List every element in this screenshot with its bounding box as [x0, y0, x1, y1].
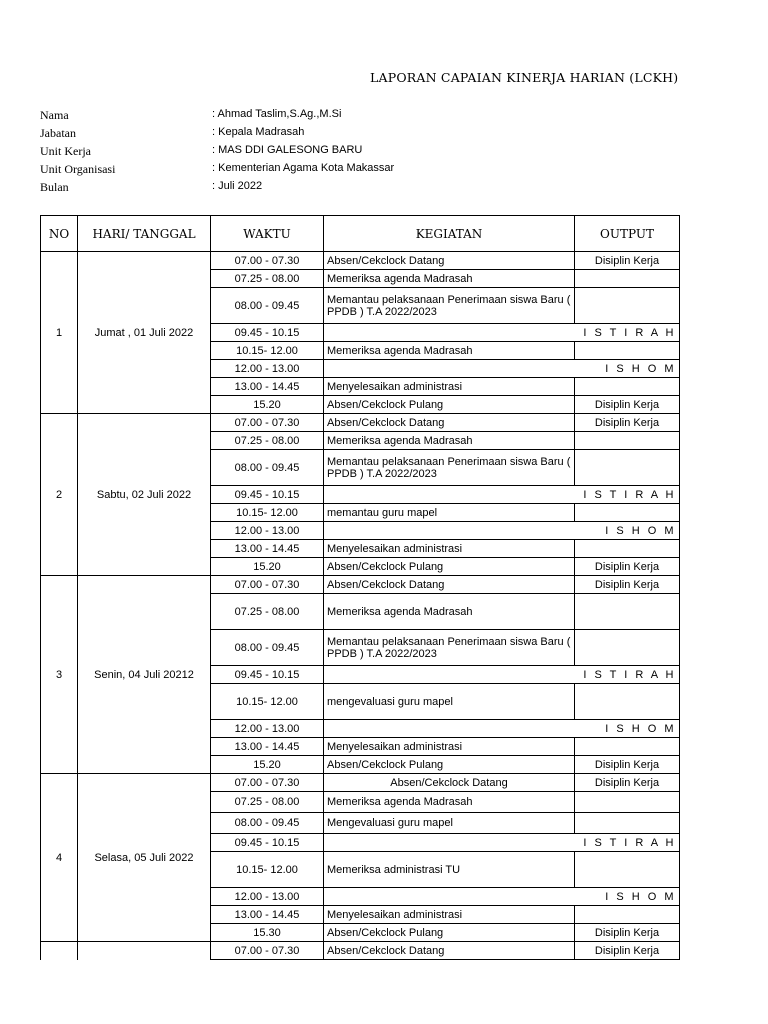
activity-table	[40, 215, 680, 960]
activity-cell: Mengevaluasi guru mapel	[324, 813, 575, 834]
output-cell	[575, 852, 680, 888]
table-row	[41, 576, 680, 594]
time-cell: 08.00 - 09.45	[211, 288, 324, 324]
output-cell	[575, 540, 680, 558]
activity-cell: Memeriksa agenda Madrasah	[324, 432, 575, 450]
activity-cell: Absen/Cekclock Pulang	[324, 756, 575, 774]
output-cell	[575, 342, 680, 360]
activity-cell: memantau guru mapel	[324, 504, 575, 522]
output-cell	[575, 270, 680, 288]
output-cell	[575, 813, 680, 834]
activity-cell: Menyelesaikan administrasi	[324, 378, 575, 396]
info-label: Unit Kerja	[40, 144, 91, 158]
output-cell	[575, 738, 680, 756]
day-date: Senin, 04 Juli 20212	[78, 576, 211, 774]
output-cell: Disiplin Kerja	[575, 396, 680, 414]
time-cell: 07.00 - 07.30	[211, 942, 324, 960]
day-number: 1	[41, 252, 78, 414]
header-waktu: WAKTU	[211, 216, 324, 252]
break-cell: I S T I R A H	[324, 486, 680, 504]
time-cell: 09.45 - 10.15	[211, 666, 324, 684]
time-cell: 07.25 - 08.00	[211, 594, 324, 630]
info-label: Unit Organisasi	[40, 162, 116, 176]
output-cell	[575, 450, 680, 486]
info-label: Nama	[40, 108, 69, 122]
time-cell: 07.25 - 08.00	[211, 792, 324, 813]
output-cell: Disiplin Kerja	[575, 756, 680, 774]
info-value: : MAS DDI GALESONG BARU	[212, 144, 363, 156]
activity-cell: Memantau pelaksanaan Penerimaan siswa Baru ( PPDB ) T.A 2022/2023	[324, 450, 575, 486]
day-date: Jumat , 01 Juli 2022	[78, 252, 211, 414]
output-cell	[575, 432, 680, 450]
time-cell: 10.15- 12.00	[211, 342, 324, 360]
header-no: NO	[41, 216, 78, 252]
activity-cell: Menyelesaikan administrasi	[324, 540, 575, 558]
info-value: : Ahmad Taslim,S.Ag.,M.Si	[212, 108, 342, 120]
output-cell: Disiplin Kerja	[575, 558, 680, 576]
output-cell	[575, 792, 680, 813]
time-cell: 12.00 - 13.00	[211, 360, 324, 378]
day-number: 4	[41, 774, 78, 942]
output-cell: Disiplin Kerja	[575, 924, 680, 942]
activity-cell: Memeriksa agenda Madrasah	[324, 594, 575, 630]
time-cell: 12.00 - 13.00	[211, 522, 324, 540]
output-cell	[575, 630, 680, 666]
time-cell: 15.20	[211, 558, 324, 576]
time-cell: 07.00 - 07.30	[211, 252, 324, 270]
time-cell: 15.20	[211, 396, 324, 414]
table-row	[41, 414, 680, 432]
time-cell: 07.00 - 07.30	[211, 774, 324, 792]
time-cell: 10.15- 12.00	[211, 684, 324, 720]
output-cell	[575, 288, 680, 324]
time-cell: 12.00 - 13.00	[211, 720, 324, 738]
time-cell: 10.15- 12.00	[211, 852, 324, 888]
day-number: 3	[41, 576, 78, 774]
time-cell: 08.00 - 09.45	[211, 450, 324, 486]
output-cell: Disiplin Kerja	[575, 942, 680, 960]
activity-cell: Memeriksa agenda Madrasah	[324, 342, 575, 360]
time-cell: 15.20	[211, 756, 324, 774]
time-cell: 12.00 - 13.00	[211, 888, 324, 906]
activity-cell: Menyelesaikan administrasi	[324, 906, 575, 924]
time-cell: 15.30	[211, 924, 324, 942]
report-title: LAPORAN CAPAIAN KINERJA HARIAN (LCKH)	[370, 70, 679, 85]
output-cell: Disiplin Kerja	[575, 774, 680, 792]
activity-cell: Absen/Cekclock Pulang	[324, 396, 575, 414]
activity-cell: Memeriksa agenda Madrasah	[324, 792, 575, 813]
time-cell: 07.25 - 08.00	[211, 432, 324, 450]
day-number: 2	[41, 414, 78, 576]
time-cell: 07.00 - 07.30	[211, 576, 324, 594]
time-cell: 13.00 - 14.45	[211, 738, 324, 756]
day-date	[78, 942, 211, 960]
info-label: Jabatan	[40, 126, 76, 140]
break-cell: I S T I R A H	[324, 324, 680, 342]
info-label: Bulan	[40, 180, 69, 194]
activity-cell: Absen/Cekclock Datang	[324, 414, 575, 432]
time-cell: 13.00 - 14.45	[211, 906, 324, 924]
info-value: : Kementerian Agama Kota Makassar	[212, 162, 395, 174]
activity-cell: Memantau pelaksanaan Penerimaan siswa Baru ( PPDB ) T.A 2022/2023	[324, 288, 575, 324]
time-cell: 10.15- 12.00	[211, 504, 324, 522]
table-row	[41, 252, 680, 270]
table-row	[41, 774, 680, 792]
time-cell: 08.00 - 09.45	[211, 813, 324, 834]
table-header-row	[41, 216, 680, 252]
break-cell: I S H O M	[324, 522, 680, 540]
output-cell: Disiplin Kerja	[575, 252, 680, 270]
break-cell: I S H O M	[324, 888, 680, 906]
break-cell: I S H O M	[324, 720, 680, 738]
break-cell: I S T I R A H	[324, 834, 680, 852]
table-row	[41, 942, 680, 960]
time-cell: 09.45 - 10.15	[211, 834, 324, 852]
time-cell: 13.00 - 14.45	[211, 540, 324, 558]
time-cell: 07.00 - 07.30	[211, 414, 324, 432]
time-cell: 07.25 - 08.00	[211, 270, 324, 288]
activity-cell: Absen/Cekclock Datang	[324, 774, 575, 792]
time-cell: 09.45 - 10.15	[211, 486, 324, 504]
activity-cell: Memantau pelaksanaan Penerimaan siswa Baru ( PPDB ) T.A 2022/2023	[324, 630, 575, 666]
activity-cell: Absen/Cekclock Datang	[324, 252, 575, 270]
break-cell: I S T I R A H	[324, 666, 680, 684]
activity-cell: Menyelesaikan administrasi	[324, 738, 575, 756]
header-hari-tanggal: HARI/ TANGGAL	[78, 216, 211, 252]
header-output: OUTPUT	[575, 216, 680, 252]
time-cell: 09.45 - 10.15	[211, 324, 324, 342]
activity-cell: Absen/Cekclock Datang	[324, 942, 575, 960]
output-cell: Disiplin Kerja	[575, 576, 680, 594]
output-cell	[575, 378, 680, 396]
output-cell	[575, 684, 680, 720]
activity-cell: mengevaluasi guru mapel	[324, 684, 575, 720]
header-kegiatan: KEGIATAN	[324, 216, 575, 252]
output-cell	[575, 906, 680, 924]
time-cell: 08.00 - 09.45	[211, 630, 324, 666]
activity-cell: Absen/Cekclock Pulang	[324, 924, 575, 942]
info-value: : Juli 2022	[212, 180, 263, 192]
activity-cell: Absen/Cekclock Pulang	[324, 558, 575, 576]
day-date: Sabtu, 02 Juli 2022	[78, 414, 211, 576]
time-cell: 13.00 - 14.45	[211, 378, 324, 396]
output-cell	[575, 594, 680, 630]
day-date: Selasa, 05 Juli 2022	[78, 774, 211, 942]
activity-cell: Memeriksa agenda Madrasah	[324, 270, 575, 288]
activity-cell: Memeriksa administrasi TU	[324, 852, 575, 888]
table-body	[41, 252, 680, 960]
output-cell: Disiplin Kerja	[575, 414, 680, 432]
activity-cell: Absen/Cekclock Datang	[324, 576, 575, 594]
day-number	[41, 942, 78, 960]
output-cell	[575, 504, 680, 522]
info-value: : Kepala Madrasah	[212, 126, 305, 138]
break-cell: I S H O M	[324, 360, 680, 378]
